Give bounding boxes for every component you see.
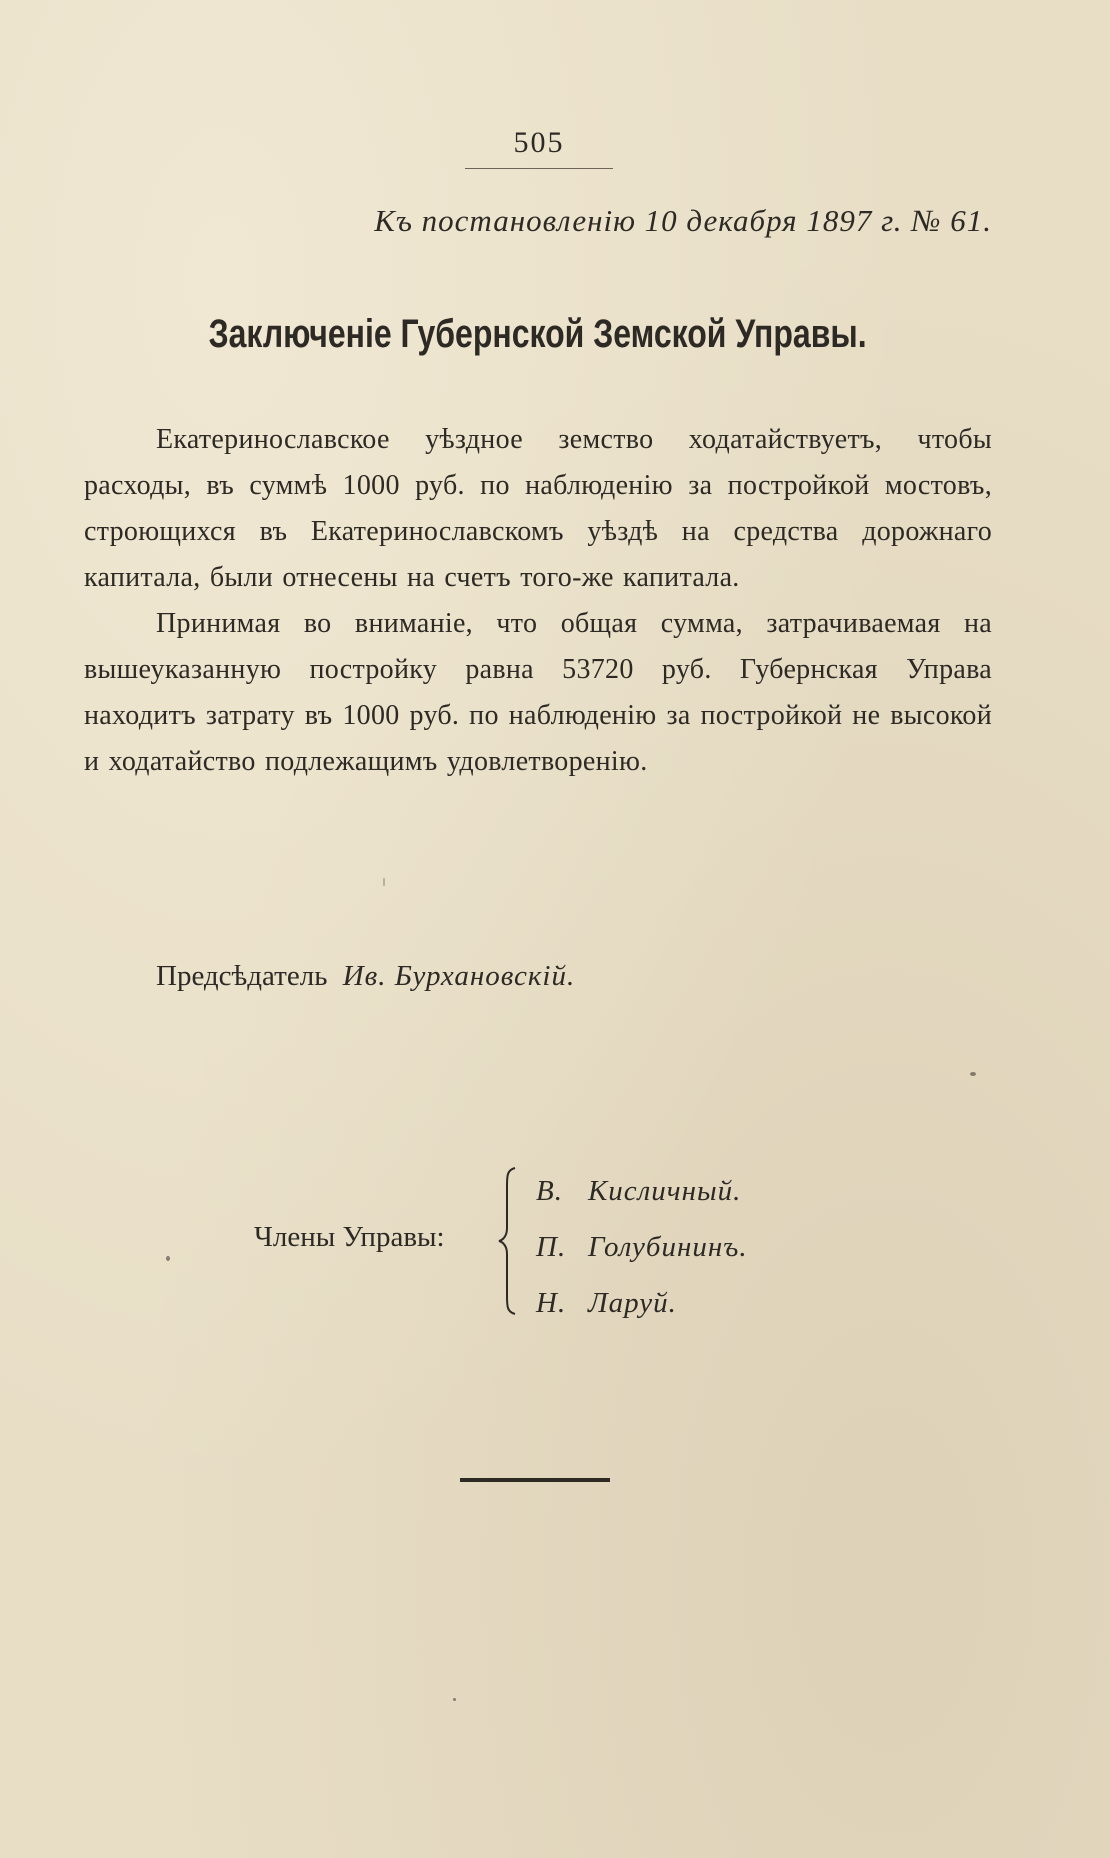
page-number-rule [465,168,613,169]
resolution-reference: Къ постановленію 10 декабря 1897 г. № 61. [374,203,992,238]
document-title: Заключеніе Губернской Земской Управы. [208,312,867,356]
paper-speck [970,1072,976,1076]
curly-brace-icon [497,1166,519,1316]
member-signature [536,1163,748,1219]
member-initial: П. [536,1231,567,1263]
member-signature [536,1275,748,1331]
paper-speck [166,1256,170,1261]
members-list [536,1163,748,1331]
body-text [84,417,992,785]
chairman-name: Ив. Бурхановскій. [342,960,576,992]
chairman-signature [156,960,575,993]
page-number: 505 [513,126,565,159]
member-surname: Голубининъ. [588,1231,748,1263]
paragraph-conclusion: Принимая во вниманіе, что общая сумма, затрачиваемая на вышеуказанную постройку равна 53720 руб. Губернская Управа находитъ затрату въ 1000 руб. по наблюденію за постройкой не высокой и ходатайство подлежащимъ удовлетворенію. [84,608,992,777]
member-surname: Кисличный. [588,1175,742,1207]
member-initial: Н. [536,1287,567,1319]
member-signature [536,1219,748,1275]
member-initial: В. [536,1175,563,1207]
member-surname: Ларуй. [588,1287,677,1319]
chairman-label: Предсѣдатель [156,960,328,992]
paragraph-petition: Екатеринославское уѣздное земство ходатайствуетъ, чтобы расходы, въ суммѣ 1000 руб. по наблюденію за постройкой мостовъ, строющихся въ Екатеринославскомъ уѣздѣ на средства дорожнаго капитала, были отнесены на счетъ того-же капитала. [84,424,992,593]
paper-speck [453,1698,456,1701]
end-rule [460,1478,610,1482]
paper-speck [383,878,385,886]
members-label: Члены Управы: [254,1221,445,1253]
